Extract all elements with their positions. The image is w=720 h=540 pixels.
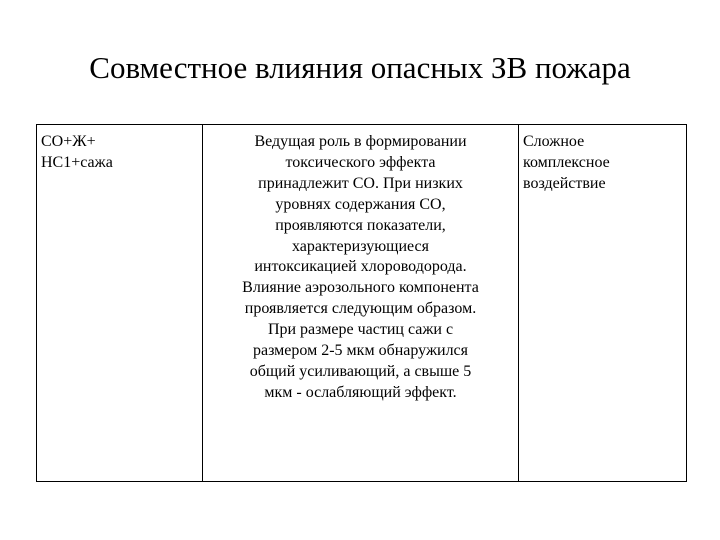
table-row <box>37 125 687 482</box>
description-line: проявляются показатели, <box>275 216 446 234</box>
slide-title: Совместное влияния опасных ЗВ пожара <box>89 50 631 85</box>
description-line: принадлежит СО. При низких <box>258 174 463 192</box>
description-line: Ведущая роль в формировании <box>254 133 467 150</box>
components-cell <box>37 125 203 482</box>
description-line: размером 2-5 мкм обнаружился <box>252 342 469 360</box>
description-line: общий усиливающий, а свыше 5 <box>249 362 472 380</box>
effect-line: воздействие <box>523 174 606 192</box>
description-line: токсического эффекта <box>285 153 436 171</box>
description-line: интоксикацией хлороводорода. <box>254 258 467 276</box>
info-table <box>36 124 687 482</box>
effect-line: комплексное <box>523 153 610 171</box>
effect-cell <box>519 125 687 482</box>
description-line: характеризующиеся <box>292 237 429 255</box>
description-line: проявляется следующим образом. <box>244 300 477 318</box>
components-line: HC1+сажа <box>41 153 113 171</box>
description-line: Влияние аэрозольного компонента <box>242 279 479 297</box>
effect-line: Сложное <box>523 133 585 150</box>
description-line: мкм - ослабляющий эффект. <box>264 383 457 401</box>
description-cell <box>203 125 519 482</box>
description-line: уровнях содержания СО, <box>275 195 446 213</box>
components-line: CO+Ж+ <box>41 133 96 150</box>
description-line: При размере частиц сажи с <box>267 321 454 339</box>
